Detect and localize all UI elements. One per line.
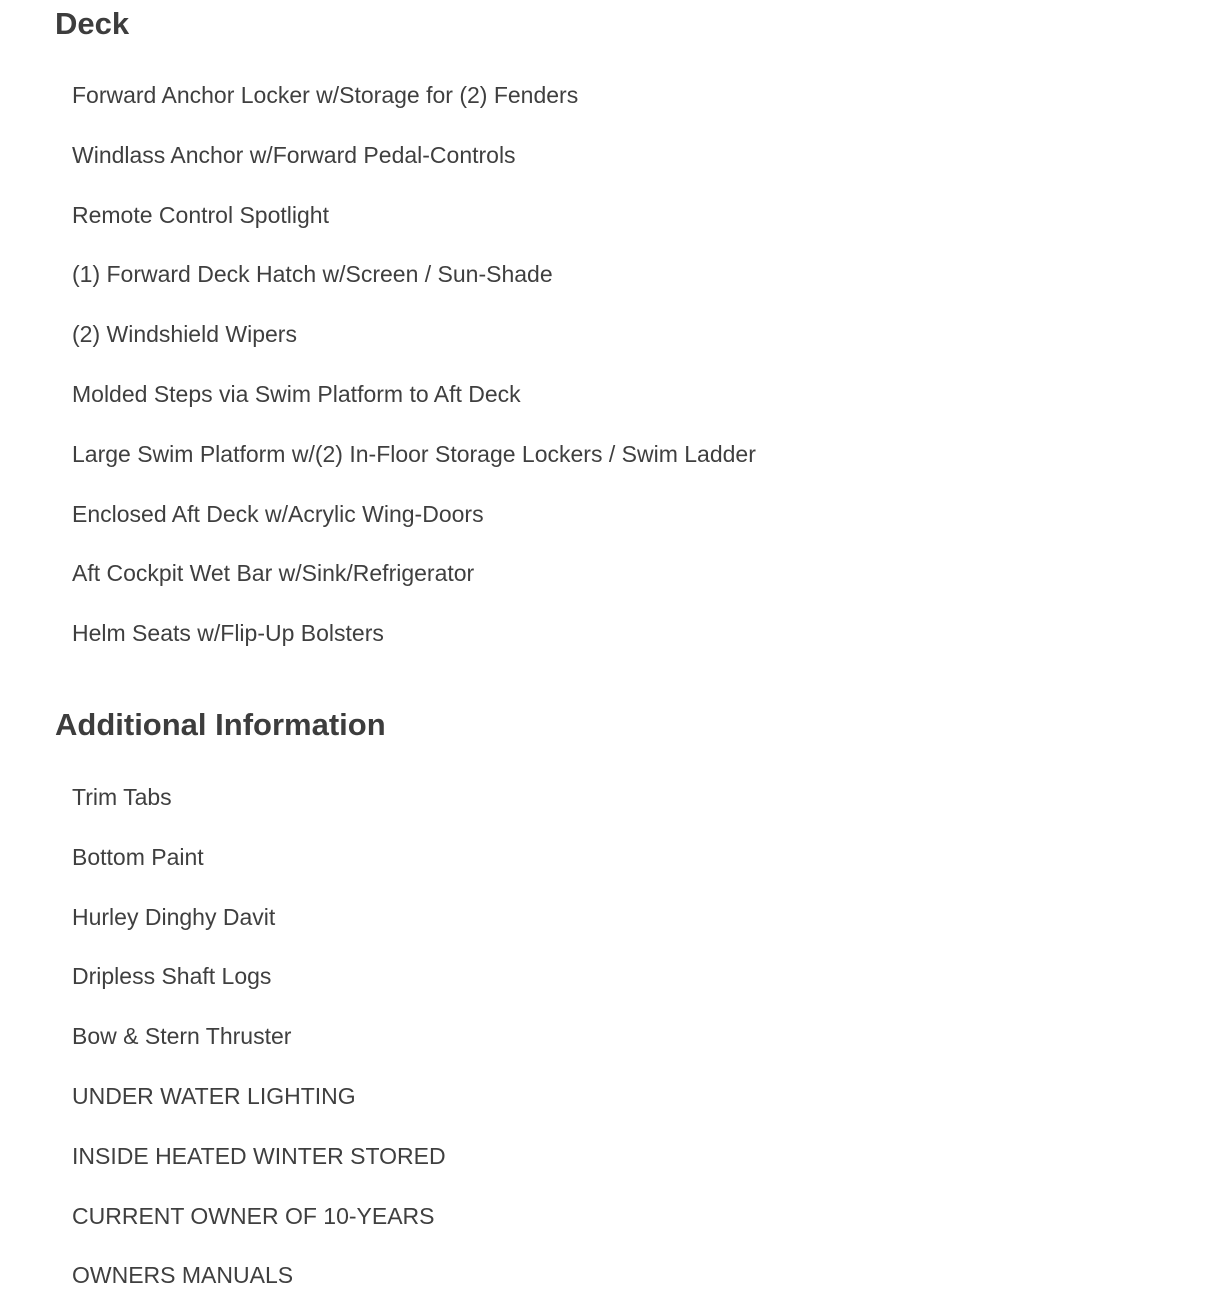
list-item: Dripless Shaft Logs (72, 963, 272, 990)
list-item: Remote Control Spotlight (72, 201, 329, 228)
deck-heading: Deck (55, 6, 130, 41)
list-item: Windlass Anchor w/Forward Pedal-Controls (72, 141, 516, 168)
list-item: CURRENT OWNER OF 10-YEARS (72, 1202, 435, 1229)
list-item: (2) Windshield Wipers (72, 321, 297, 348)
additional-information-list (72, 776, 446, 1314)
list-item: Molded Steps via Swim Platform to Aft Deck (72, 380, 521, 407)
list-item: UNDER WATER LIGHTING (72, 1082, 356, 1109)
list-item: (1) Forward Deck Hatch w/Screen / Sun-Shade (72, 261, 553, 288)
list-item: OWNERS MANUALS (72, 1262, 294, 1289)
list-item: Forward Anchor Locker w/Storage for (2) Fenders (72, 82, 579, 108)
deck-feature-list (72, 74, 756, 672)
list-item: Trim Tabs (72, 784, 172, 810)
list-item: INSIDE HEATED WINTER STORED (72, 1142, 446, 1169)
additional-information-heading: Additional Information (55, 707, 386, 742)
list-item: Bow & Stern Thruster (72, 1023, 292, 1050)
list-item: Helm Seats w/Flip-Up Bolsters (72, 620, 384, 647)
list-item: Large Swim Platform w/(2) In-Floor Storage Lockers / Swim Ladder (72, 440, 756, 467)
list-item: Bottom Paint (72, 843, 204, 870)
list-item: Enclosed Aft Deck w/Acrylic Wing-Doors (72, 500, 484, 527)
list-item: Hurley Dinghy Davit (72, 903, 276, 930)
list-item: Aft Cockpit Wet Bar w/Sink/Refrigerator (72, 560, 475, 587)
